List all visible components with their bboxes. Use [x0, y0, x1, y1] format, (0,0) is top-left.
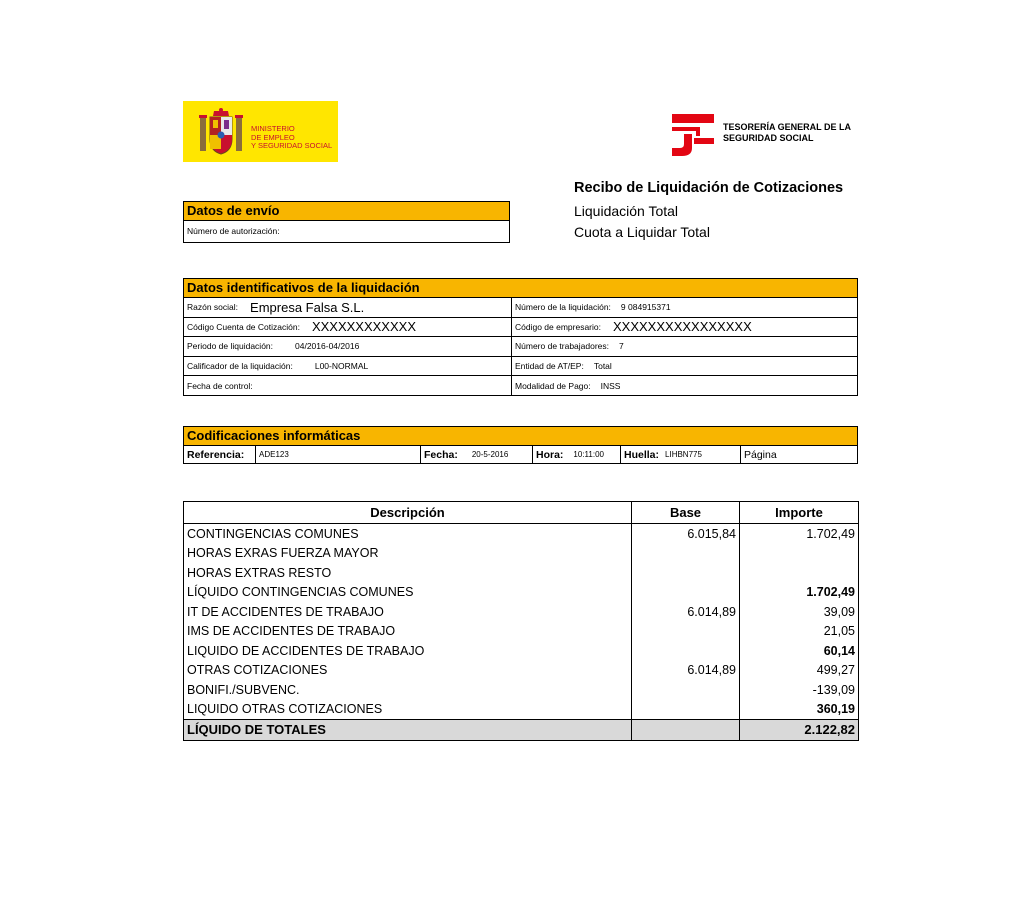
field-label: Código Cuenta de Cotización:: [187, 321, 300, 332]
section-header: Datos de envío: [184, 202, 509, 221]
field-label: Calificador de la liquidación:: [187, 361, 293, 372]
field-label: Razón social:: [187, 302, 239, 313]
field-label: Entidad de AT/EP:: [515, 361, 584, 372]
field-label: Huella:: [624, 448, 660, 461]
row-descripcion: HORAS EXRAS FUERZA MAYOR: [184, 544, 632, 564]
ident-row: [184, 376, 857, 396]
field-value: XXXXXXXXXXXXXXXX: [613, 319, 752, 335]
ministry-name: MINISTERIO DE EMPLEO Y SEGURIDAD SOCIAL: [251, 124, 333, 150]
ministry-logo: [183, 101, 338, 162]
field-value: 20-5-2016: [471, 450, 509, 459]
field-label: Número de autorización:: [187, 226, 280, 236]
row-descripcion: CONTINGENCIAS COMUNES: [184, 524, 632, 544]
tgss-logo-icon: [670, 112, 716, 158]
table-row: [184, 622, 859, 642]
field-label: Fecha:: [424, 448, 458, 461]
field-label: Número de trabajadores:: [515, 341, 610, 352]
section-header: Codificaciones informáticas: [184, 427, 857, 446]
row-descripcion: IT DE ACCIDENTES DE TRABAJO: [184, 602, 632, 622]
row-descripcion: LIQUIDO OTRAS COTIZACIONES: [184, 700, 632, 720]
total-importe: 2.122,82: [740, 720, 859, 741]
row-descripcion: IMS DE ACCIDENTES DE TRABAJO: [184, 622, 632, 642]
row-base: 6.014,89: [632, 661, 740, 681]
field-value: XXXXXXXXXXXX: [311, 319, 416, 335]
column-header-importe: Importe: [740, 502, 859, 524]
row-importe: 1.702,49: [740, 524, 859, 544]
autorizacion-row: [184, 221, 509, 241]
field-label: Fecha de control:: [187, 381, 253, 392]
receipt-title: Recibo de Liquidación de Cotizaciones: [574, 180, 844, 196]
field-value: Total: [593, 361, 612, 372]
row-descripcion: LÍQUIDO CONTINGENCIAS COMUNES: [184, 583, 632, 603]
row-base: [632, 641, 740, 661]
receipt-subtitle-liquidacion: Liquidación Total: [574, 203, 679, 219]
field-value: 10:11:00: [573, 450, 604, 459]
codif-row: [184, 446, 857, 463]
ident-row: [184, 318, 857, 338]
column-header-descripcion: Descripción: [184, 502, 632, 524]
datos-identificativos-section: [183, 278, 858, 396]
row-base: [632, 583, 740, 603]
field-label: Referencia:: [187, 448, 245, 461]
ident-row: [184, 298, 857, 318]
row-descripcion: OTRAS COTIZACIONES: [184, 661, 632, 681]
coat-of-arms-icon: [196, 107, 246, 157]
table-row: [184, 641, 859, 661]
field-label: Código de empresario:: [515, 321, 601, 332]
receipt-subtitle-cuota: Cuota a Liquidar Total: [574, 224, 710, 240]
field-label: Periodo de liquidación:: [187, 341, 274, 352]
row-base: [632, 544, 740, 564]
field-label: Página: [744, 448, 777, 461]
row-importe: [740, 563, 859, 583]
field-value: 7: [619, 341, 624, 352]
field-value: Empresa Falsa S.L.: [250, 299, 365, 315]
table-row: [184, 661, 859, 681]
table-row: [184, 524, 859, 544]
row-importe: [740, 544, 859, 564]
column-header-base: Base: [632, 502, 740, 524]
ident-row: [184, 357, 857, 377]
row-base: [632, 622, 740, 642]
field-value: LIHBN775: [665, 450, 702, 459]
row-importe: -139,09: [740, 680, 859, 700]
table-row: [184, 583, 859, 603]
field-value: ADE123: [259, 450, 289, 459]
row-importe: 21,05: [740, 622, 859, 642]
table-row: [184, 544, 859, 564]
row-importe: 360,19: [740, 700, 859, 720]
row-base: 6.014,89: [632, 602, 740, 622]
row-base: [632, 700, 740, 720]
row-descripcion: LIQUIDO DE ACCIDENTES DE TRABAJO: [184, 641, 632, 661]
row-importe: 60,14: [740, 641, 859, 661]
row-descripcion: HORAS EXTRAS RESTO: [184, 563, 632, 583]
field-label: Hora:: [536, 448, 564, 461]
row-base: [632, 563, 740, 583]
table-row: [184, 563, 859, 583]
table-row: [184, 700, 859, 720]
section-header: Datos identificativos de la liquidación: [184, 279, 857, 298]
row-importe: 39,09: [740, 602, 859, 622]
field-value: INSS: [600, 381, 621, 392]
total-label: LÍQUIDO DE TOTALES: [184, 720, 632, 741]
total-base: [632, 720, 740, 741]
field-value: 9 084915371: [620, 302, 671, 313]
table-row: [184, 680, 859, 700]
tgss-name: TESORERÍA GENERAL DE LA SEGURIDAD SOCIAL: [723, 122, 852, 143]
row-base: 6.015,84: [632, 524, 740, 544]
total-row: [184, 720, 859, 741]
row-importe: 499,27: [740, 661, 859, 681]
cotizaciones-table: [183, 501, 859, 741]
field-label: Número de la liquidación:: [515, 302, 611, 313]
field-value: 04/2016-04/2016: [295, 341, 360, 352]
row-descripcion: BONIFI./SUBVENC.: [184, 680, 632, 700]
row-base: [632, 680, 740, 700]
ident-row: [184, 337, 857, 357]
datos-envio-section: [183, 201, 510, 243]
table-row: [184, 602, 859, 622]
row-importe: 1.702,49: [740, 583, 859, 603]
field-label: Modalidad de Pago:: [515, 381, 591, 392]
field-value: L00-NORMAL: [314, 361, 369, 372]
codificaciones-section: [183, 426, 858, 464]
table-header-row: [184, 502, 859, 524]
